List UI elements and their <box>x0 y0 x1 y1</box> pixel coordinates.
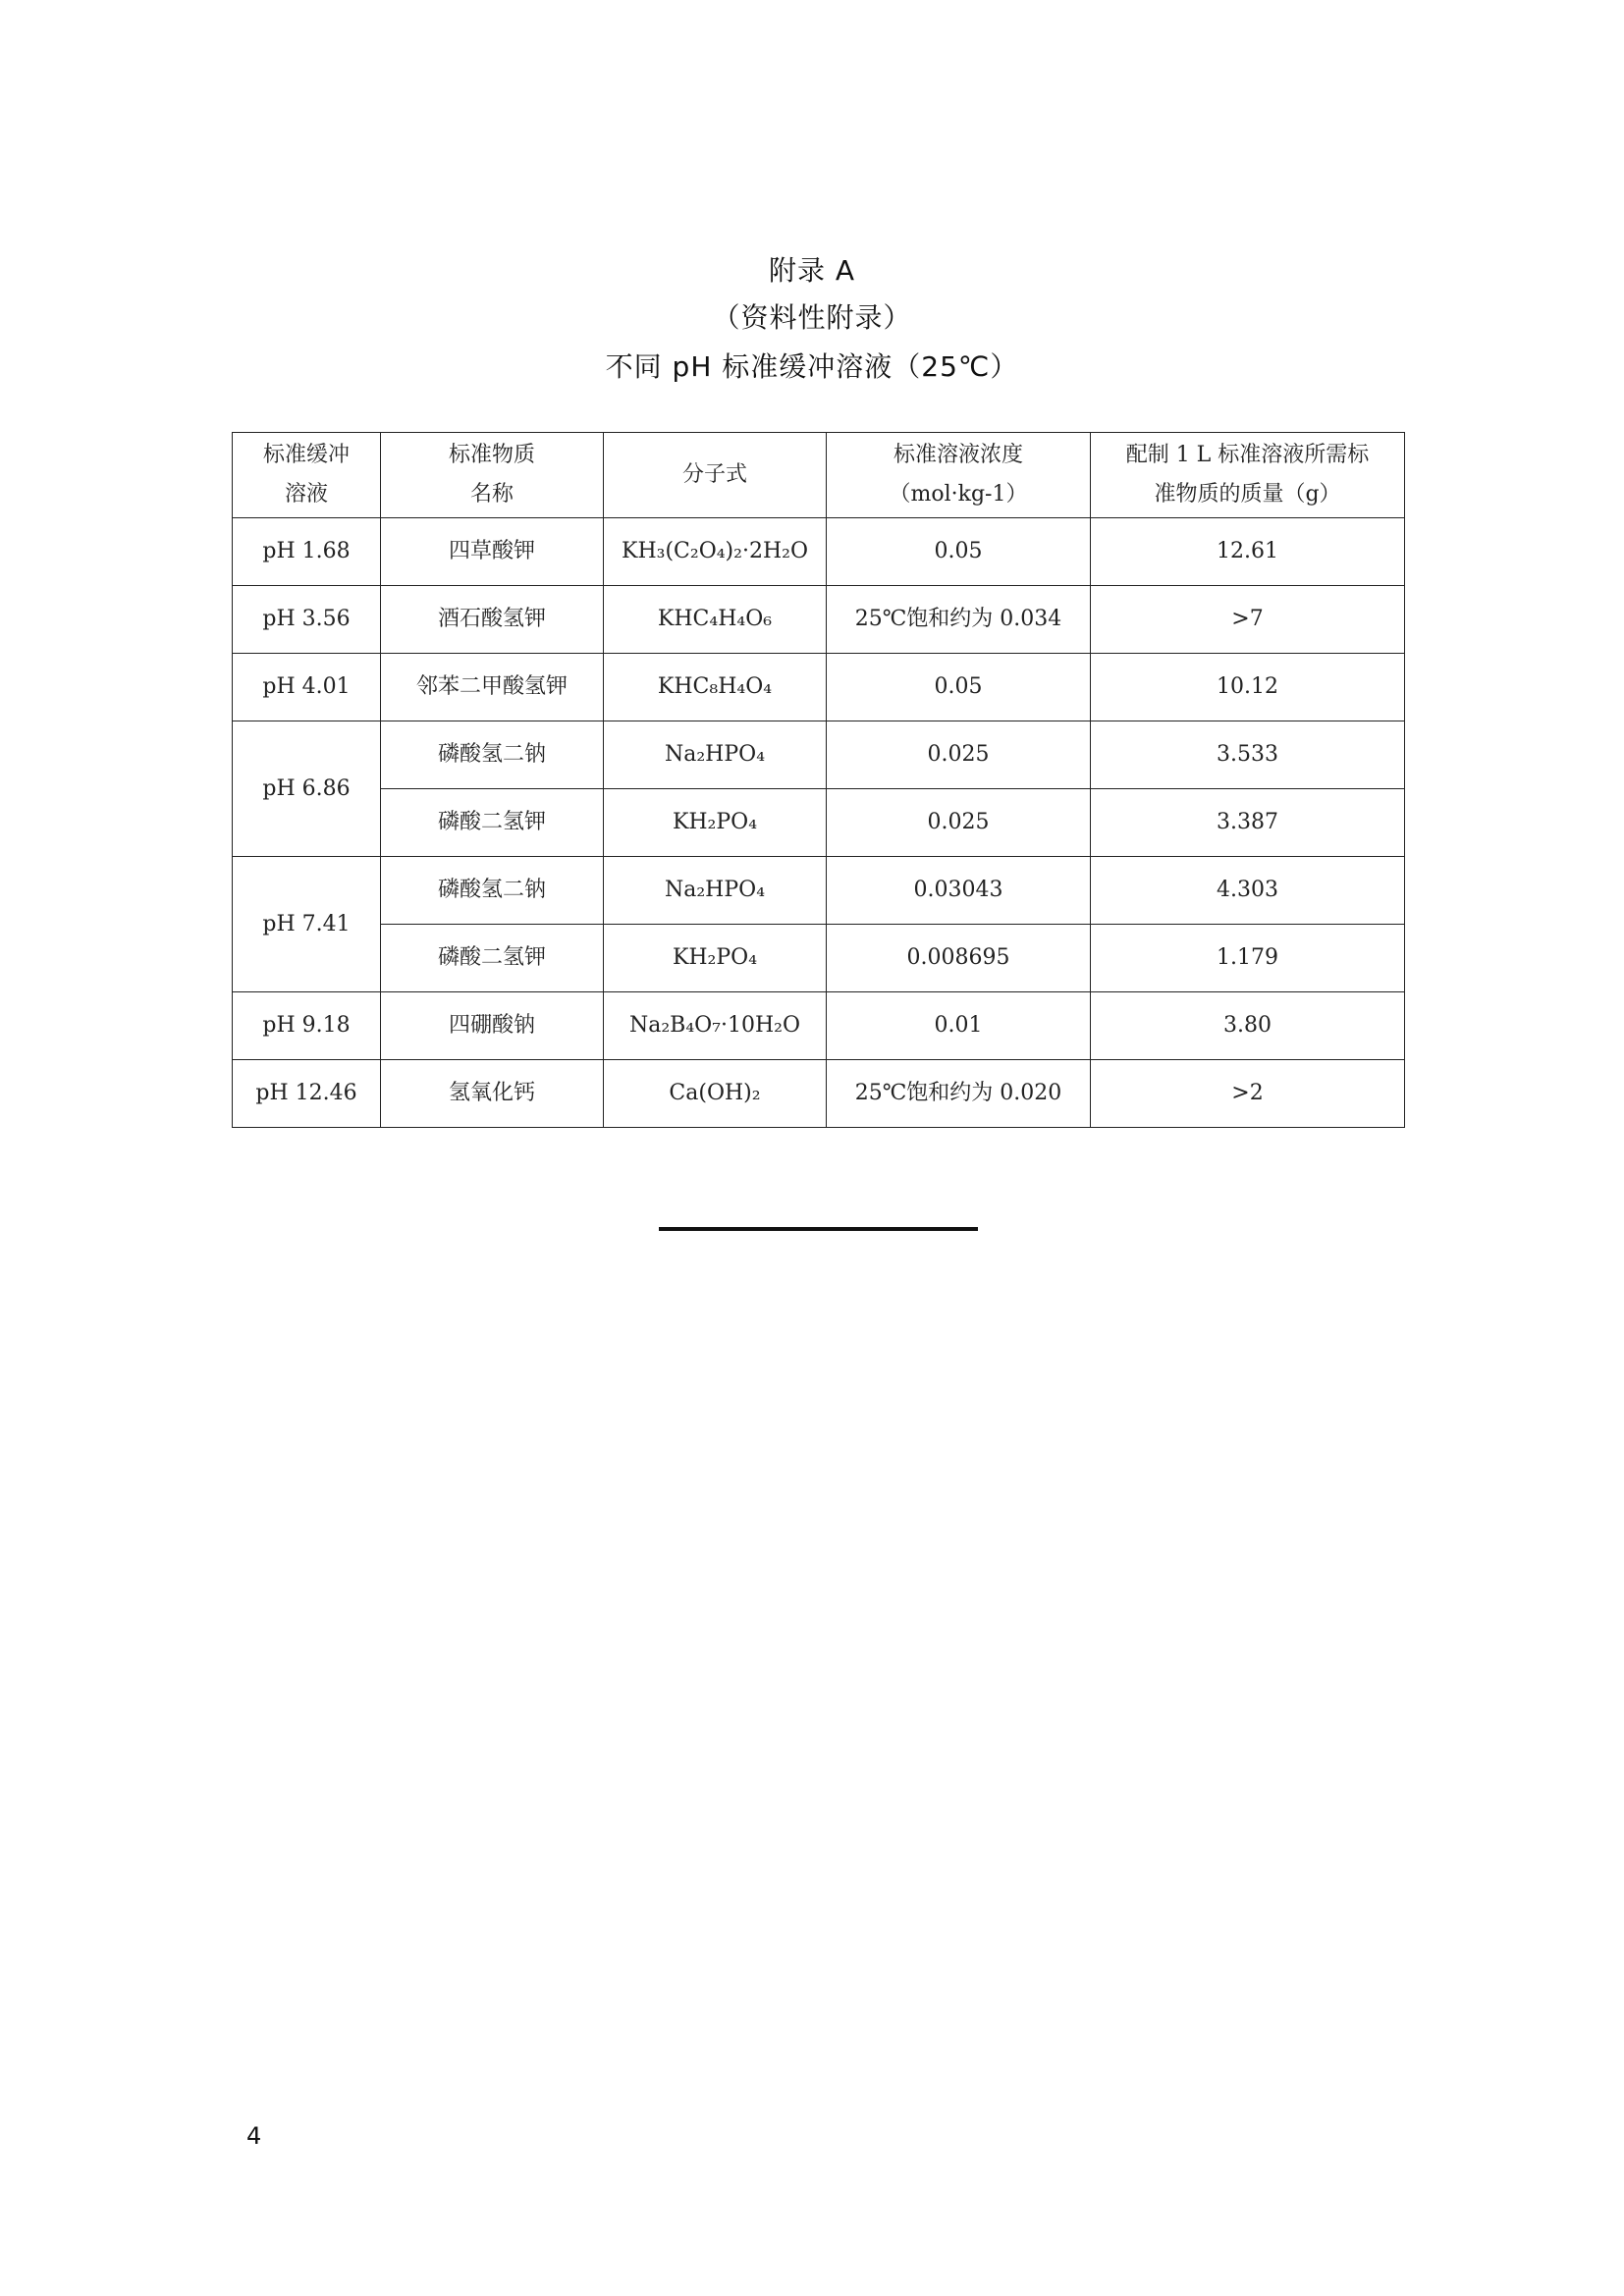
formula-cell: KH₂PO₄ <box>604 789 827 857</box>
header-concentration <box>827 433 1091 518</box>
substance-name-cell: 磷酸氢二钠 <box>381 857 604 925</box>
concentration-cell: 0.03043 <box>827 857 1091 925</box>
formula-cell: Na₂B₄O₇·10H₂O <box>604 992 827 1060</box>
header-line: 标准物质 <box>448 443 535 467</box>
formula-cell: KHC₈H₄O₄ <box>604 654 827 721</box>
table-row <box>233 992 1405 1060</box>
page-number: 4 <box>246 2122 262 2150</box>
substance-name-cell: 磷酸氢二钠 <box>381 721 604 789</box>
mass-cell: 3.533 <box>1091 721 1405 789</box>
table-row <box>233 586 1405 654</box>
table-row <box>233 925 1405 992</box>
concentration-cell: 25℃饱和约为 0.034 <box>827 586 1091 654</box>
table-row <box>233 721 1405 789</box>
substance-name-cell: 酒石酸氢钾 <box>381 586 604 654</box>
substance-name-cell: 磷酸二氢钾 <box>381 925 604 992</box>
header-buffer <box>233 433 381 518</box>
table-title: 不同 pH 标准缓冲溶液（25℃） <box>605 350 1019 383</box>
concentration-cell: 0.025 <box>827 721 1091 789</box>
substance-name-cell: 磷酸二氢钾 <box>381 789 604 857</box>
table-row <box>233 857 1405 925</box>
header-line: 分子式 <box>681 462 747 487</box>
buffer-cell: pH 12.46 <box>233 1060 381 1128</box>
mass-cell: >7 <box>1091 586 1405 654</box>
informative-label: （资料性附录） <box>712 301 912 334</box>
formula-cell: Na₂HPO₄ <box>604 721 827 789</box>
substance-name-cell: 四草酸钾 <box>381 518 604 586</box>
mass-cell: 12.61 <box>1091 518 1405 586</box>
concentration-cell: 0.05 <box>827 654 1091 721</box>
header-substance-name <box>381 433 604 518</box>
concentration-cell: 0.05 <box>827 518 1091 586</box>
buffer-cell: pH 7.41 <box>233 857 381 992</box>
mass-cell: 3.387 <box>1091 789 1405 857</box>
formula-cell: Na₂HPO₄ <box>604 857 827 925</box>
mass-cell: 1.179 <box>1091 925 1405 992</box>
mass-cell: 10.12 <box>1091 654 1405 721</box>
buffer-cell: pH 3.56 <box>233 586 381 654</box>
header-line: 标准缓冲 <box>262 443 350 467</box>
header-line: 准物质的质量（g） <box>1154 482 1341 507</box>
concentration-cell: 0.01 <box>827 992 1091 1060</box>
buffer-solution-table <box>232 432 1405 1128</box>
mass-cell: 3.80 <box>1091 992 1405 1060</box>
buffer-cell: pH 9.18 <box>233 992 381 1060</box>
buffer-cell: pH 4.01 <box>233 654 381 721</box>
header-line: 溶液 <box>284 482 328 507</box>
concentration-cell: 0.025 <box>827 789 1091 857</box>
table-row <box>233 654 1405 721</box>
substance-name-cell: 氢氧化钙 <box>381 1060 604 1128</box>
header-line: 名称 <box>469 482 514 507</box>
buffer-cell: pH 6.86 <box>233 721 381 857</box>
buffer-cell: pH 1.68 <box>233 518 381 586</box>
substance-name-cell: 四硼酸钠 <box>381 992 604 1060</box>
header-line: 配制 1 L 标准溶液所需标 <box>1125 443 1370 467</box>
concentration-cell: 0.008695 <box>827 925 1091 992</box>
appendix-label: 附录 A <box>768 254 856 287</box>
header-mass <box>1091 433 1405 518</box>
table-row <box>233 789 1405 857</box>
concentration-cell: 25℃饱和约为 0.020 <box>827 1060 1091 1128</box>
formula-cell: Ca(OH)₂ <box>604 1060 827 1128</box>
mass-cell: 4.303 <box>1091 857 1405 925</box>
end-rule <box>659 1227 978 1231</box>
header-line: （mol·kg-1） <box>889 482 1028 507</box>
substance-name-cell: 邻苯二甲酸氢钾 <box>381 654 604 721</box>
formula-cell: KH₃(C₂O₄)₂·2H₂O <box>604 518 827 586</box>
header-line: 标准溶液浓度 <box>893 443 1023 467</box>
formula-cell: KHC₄H₄O₆ <box>604 586 827 654</box>
formula-cell: KH₂PO₄ <box>604 925 827 992</box>
table-row <box>233 518 1405 586</box>
table-header-row <box>233 433 1405 518</box>
mass-cell: >2 <box>1091 1060 1405 1128</box>
table-row <box>233 1060 1405 1128</box>
header-formula <box>604 433 827 518</box>
